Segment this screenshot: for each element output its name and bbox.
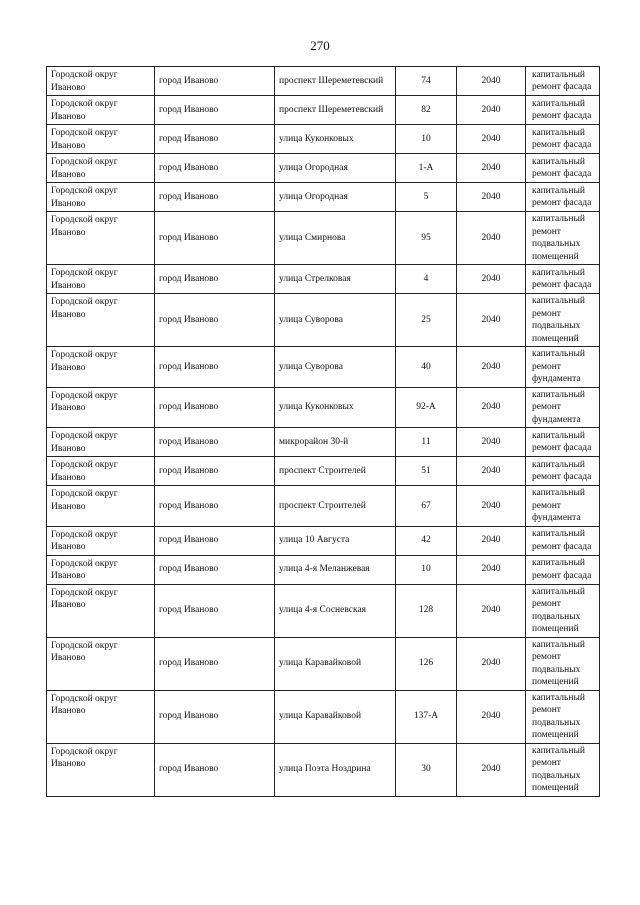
table-row: [47, 428, 600, 457]
city-cell: город Иваново: [155, 96, 275, 125]
district-cell: Городской округ Иваново: [47, 526, 155, 555]
table-row: [47, 387, 600, 428]
table-row: [47, 690, 600, 743]
year-cell: 2040: [457, 212, 526, 265]
street-cell: улица Каравайковой: [275, 637, 396, 690]
street-cell: улица Суворова: [275, 347, 396, 388]
house-number-cell: 137-А: [396, 690, 457, 743]
city-cell: город Иваново: [155, 183, 275, 212]
page-number: 270: [310, 38, 330, 53]
street-cell: улица Куконковых: [275, 125, 396, 154]
year-cell: 2040: [457, 584, 526, 637]
street-cell: улица Куконковых: [275, 387, 396, 428]
year-cell: 2040: [457, 154, 526, 183]
table-row: [47, 294, 600, 347]
house-number-cell: 82: [396, 96, 457, 125]
city-cell: город Иваново: [155, 67, 275, 96]
table-row: [47, 637, 600, 690]
year-cell: 2040: [457, 67, 526, 96]
work-type-cell: капитальный ремонт подвальных помещений: [526, 294, 600, 347]
house-number-cell: 4: [396, 265, 457, 294]
work-type-cell: капитальный ремонт фасада: [526, 96, 600, 125]
city-cell: город Иваново: [155, 526, 275, 555]
year-cell: 2040: [457, 457, 526, 486]
work-type-cell: капитальный ремонт подвальных помещений: [526, 637, 600, 690]
work-type-cell: капитальный ремонт фасада: [526, 265, 600, 294]
house-number-cell: 30: [396, 743, 457, 796]
street-cell: улица Каравайковой: [275, 690, 396, 743]
city-cell: город Иваново: [155, 690, 275, 743]
district-cell: Городской округ Иваново: [47, 555, 155, 584]
table-row: [47, 347, 600, 388]
district-cell: Городской округ Иваново: [47, 347, 155, 388]
district-cell: Городской округ Иваново: [47, 387, 155, 428]
year-cell: 2040: [457, 428, 526, 457]
house-number-cell: 25: [396, 294, 457, 347]
district-cell: Городской округ Иваново: [47, 154, 155, 183]
table-row: [47, 183, 600, 212]
district-cell: Городской округ Иваново: [47, 584, 155, 637]
work-type-cell: капитальный ремонт фасада: [526, 555, 600, 584]
house-number-cell: 5: [396, 183, 457, 212]
district-cell: Городской округ Иваново: [47, 743, 155, 796]
street-cell: улица Стрелковая: [275, 265, 396, 294]
city-cell: город Иваново: [155, 154, 275, 183]
year-cell: 2040: [457, 183, 526, 212]
table-row: [47, 154, 600, 183]
district-cell: Городской округ Иваново: [47, 212, 155, 265]
street-cell: проспект Шереметевский: [275, 96, 396, 125]
city-cell: город Иваново: [155, 428, 275, 457]
city-cell: город Иваново: [155, 637, 275, 690]
work-type-cell: капитальный ремонт фасада: [526, 154, 600, 183]
street-cell: улица 4-я Сосневская: [275, 584, 396, 637]
work-type-cell: капитальный ремонт фасада: [526, 67, 600, 96]
city-cell: город Иваново: [155, 584, 275, 637]
year-cell: 2040: [457, 387, 526, 428]
house-number-cell: 1-А: [396, 154, 457, 183]
street-cell: улица 10 Августа: [275, 526, 396, 555]
house-number-cell: 11: [396, 428, 457, 457]
year-cell: 2040: [457, 347, 526, 388]
year-cell: 2040: [457, 526, 526, 555]
work-type-cell: капитальный ремонт фасада: [526, 183, 600, 212]
year-cell: 2040: [457, 486, 526, 527]
table-body: [47, 67, 600, 797]
street-cell: улица Поэта Ноздрина: [275, 743, 396, 796]
year-cell: 2040: [457, 125, 526, 154]
district-cell: Городской округ Иваново: [47, 428, 155, 457]
year-cell: 2040: [457, 743, 526, 796]
street-cell: проспект Строителей: [275, 486, 396, 527]
table-row: [47, 584, 600, 637]
house-number-cell: 51: [396, 457, 457, 486]
city-cell: город Иваново: [155, 387, 275, 428]
year-cell: 2040: [457, 265, 526, 294]
work-type-cell: капитальный ремонт фундамента: [526, 486, 600, 527]
table-row: [47, 67, 600, 96]
year-cell: 2040: [457, 96, 526, 125]
work-type-cell: капитальный ремонт фасада: [526, 526, 600, 555]
street-cell: улица Огородная: [275, 154, 396, 183]
house-number-cell: 42: [396, 526, 457, 555]
district-cell: Городской округ Иваново: [47, 183, 155, 212]
year-cell: 2040: [457, 294, 526, 347]
street-cell: улица 4-я Меланжевая: [275, 555, 396, 584]
district-cell: Городской округ Иваново: [47, 294, 155, 347]
year-cell: 2040: [457, 637, 526, 690]
house-number-cell: 10: [396, 125, 457, 154]
district-cell: Городской округ Иваново: [47, 690, 155, 743]
table-row: [47, 125, 600, 154]
house-number-cell: 40: [396, 347, 457, 388]
house-number-cell: 10: [396, 555, 457, 584]
street-cell: улица Огородная: [275, 183, 396, 212]
district-cell: Городской округ Иваново: [47, 457, 155, 486]
city-cell: город Иваново: [155, 212, 275, 265]
city-cell: город Иваново: [155, 486, 275, 527]
table-row: [47, 96, 600, 125]
house-number-cell: 74: [396, 67, 457, 96]
house-number-cell: 126: [396, 637, 457, 690]
city-cell: город Иваново: [155, 555, 275, 584]
district-cell: Городской округ Иваново: [47, 637, 155, 690]
street-cell: проспект Строителей: [275, 457, 396, 486]
work-type-cell: капитальный ремонт фундамента: [526, 347, 600, 388]
street-cell: улица Смирнова: [275, 212, 396, 265]
street-cell: улица Суворова: [275, 294, 396, 347]
table-row: [47, 743, 600, 796]
city-cell: город Иваново: [155, 265, 275, 294]
city-cell: город Иваново: [155, 743, 275, 796]
house-number-cell: 92-А: [396, 387, 457, 428]
work-type-cell: капитальный ремонт фундамента: [526, 387, 600, 428]
work-type-cell: капитальный ремонт подвальных помещений: [526, 690, 600, 743]
city-cell: город Иваново: [155, 294, 275, 347]
district-cell: Городской округ Иваново: [47, 486, 155, 527]
work-type-cell: капитальный ремонт фасада: [526, 457, 600, 486]
table-row: [47, 555, 600, 584]
house-number-cell: 67: [396, 486, 457, 527]
house-number-cell: 128: [396, 584, 457, 637]
table-row: [47, 486, 600, 527]
work-type-cell: капитальный ремонт подвальных помещений: [526, 743, 600, 796]
district-cell: Городской округ Иваново: [47, 96, 155, 125]
city-cell: город Иваново: [155, 457, 275, 486]
city-cell: город Иваново: [155, 347, 275, 388]
street-cell: микрорайон 30-й: [275, 428, 396, 457]
repair-schedule-table: [46, 66, 600, 797]
city-cell: город Иваново: [155, 125, 275, 154]
work-type-cell: капитальный ремонт подвальных помещений: [526, 212, 600, 265]
year-cell: 2040: [457, 555, 526, 584]
table-row: [47, 212, 600, 265]
district-cell: Городской округ Иваново: [47, 265, 155, 294]
table-row: [47, 265, 600, 294]
year-cell: 2040: [457, 690, 526, 743]
district-cell: Городской округ Иваново: [47, 125, 155, 154]
street-cell: проспект Шереметевский: [275, 67, 396, 96]
work-type-cell: капитальный ремонт подвальных помещений: [526, 584, 600, 637]
table-row: [47, 526, 600, 555]
district-cell: Городской округ Иваново: [47, 67, 155, 96]
work-type-cell: капитальный ремонт фасада: [526, 428, 600, 457]
house-number-cell: 95: [396, 212, 457, 265]
table-row: [47, 457, 600, 486]
work-type-cell: капитальный ремонт фасада: [526, 125, 600, 154]
